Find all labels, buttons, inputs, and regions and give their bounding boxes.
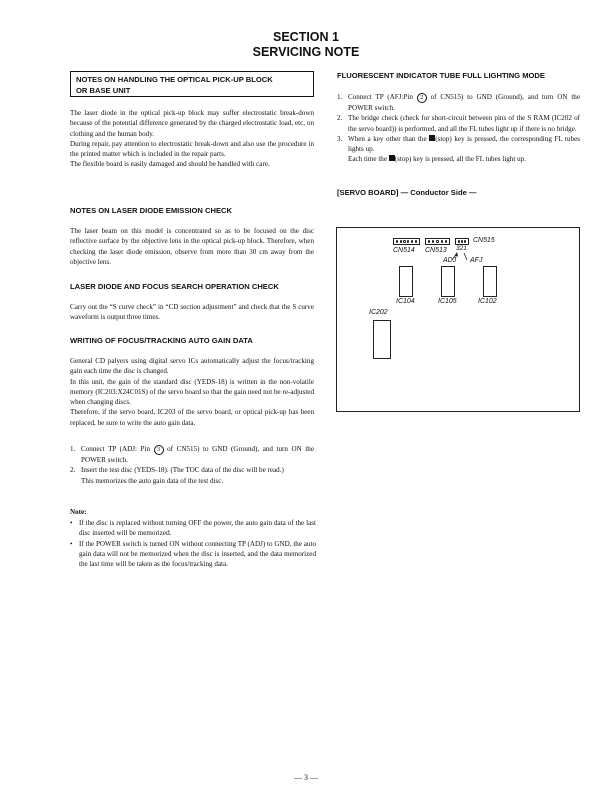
auto-gain-description bbox=[70, 356, 314, 428]
fl-step-2: 2. The bridge check (check for short-circuit between pins of the S RAM (IC202 of the servo board)) is performed, and all the FL tubes light up if there is no bridge. bbox=[337, 114, 580, 133]
label-ic105: IC105 bbox=[438, 298, 457, 305]
auto-gain-paragraph-2: In this unit, the gain of the standard disc (YEDS-18) is written in the non-volatile memory (IC203:X24C01S) of the servo board so that the gain need not be re-adjusted when changing discs. bbox=[70, 377, 314, 407]
optical-pickup-heading-line1: NOTES ON HANDLING THE OPTICAL PICK-UP BLOCK bbox=[76, 75, 273, 84]
label-cn515: CN515 bbox=[473, 237, 495, 244]
page-title: SERVICING NOTE bbox=[252, 45, 360, 59]
note-label: Note: bbox=[70, 508, 87, 516]
optical-pickup-heading-box bbox=[70, 71, 314, 97]
label-ic202: IC202 bbox=[369, 309, 388, 316]
fl-step-3-note: Each time the (stop) key is pressed, all the FL tubes light up. bbox=[348, 155, 526, 164]
laser-emission-paragraph: The laser beam on this model is concentrated so as to be focused on the disc reflective surface by the objective lens in the optical pick-up block. Therefore, when checking the laser diode emission, observe from more than 30 cm away from the objective lens. bbox=[70, 227, 314, 266]
chip-ic104 bbox=[399, 266, 413, 297]
fl-step-3: 3. When a key other than the (stop) key is pressed, the corresponding FL tubes lights up. Each time the (stop) key is pressed, all the FL tubes light up. bbox=[337, 134, 580, 164]
label-afj: AFJ bbox=[470, 257, 483, 264]
handling-paragraph-1: The laser diode in the optical pick-up block may suffer electrostatic break-down because of the potential difference generated by the charged electrostatic load, etc, on clothing and the human body. bbox=[70, 109, 314, 138]
note-item: • If the POWER switch is turned ON without connecting TP (ADJ) to GND, the auto gain data will not be memorized when the disc is inserted, and the data memorized the last time will be taken as the focus/tracking data. bbox=[70, 539, 316, 569]
afj-arrow bbox=[464, 253, 467, 260]
fl-tube-heading: FLUORESCENT INDICATOR TUBE FULL LIGHTING MODE bbox=[337, 71, 545, 80]
auto-gain-step-2-note: This memorizes the auto gain data of the test disc. bbox=[81, 476, 224, 485]
label-cn514: CN514 bbox=[393, 247, 415, 254]
laser-emission-heading: NOTES ON LASER DIODE EMISSION CHECK bbox=[70, 206, 233, 215]
fl-tube-steps bbox=[337, 92, 580, 165]
chip-ic105 bbox=[441, 266, 455, 297]
auto-gain-paragraph-1: General CD palyers using digital servo ICs automatically adjust the focus/tracking gain each time the disc is changed. bbox=[70, 357, 314, 376]
label-pins-321: 321 bbox=[456, 245, 467, 252]
fl-step-1: 1. Connect TP (AFJ:Pin 2 of CN515) to GND (Ground), and turn ON the POWER switch. bbox=[337, 93, 580, 112]
label-cn513: CN513 bbox=[425, 247, 447, 254]
handling-notes bbox=[70, 108, 314, 170]
label-adj: ADJ bbox=[443, 257, 457, 264]
chip-ic102 bbox=[483, 266, 497, 297]
auto-gain-step-1: 1. Connect TP (ADJ: Pin 3 of CN515) to GND (Ground), and turn ON the POWER switch. bbox=[70, 445, 314, 464]
focus-search-paragraph: Carry out the “S curve check” in “CD section adjustment” and check that the S curve waveform is output three times. bbox=[70, 303, 314, 322]
auto-gain-paragraph-3: Therefore, if the servo board, IC203 of the servo board, or optical pick-up has been replaced, be sure to write the auto gain data. bbox=[70, 408, 314, 427]
label-ic102: IC102 bbox=[478, 298, 497, 305]
handling-paragraph-3: The flexible board is easily damaged and should be handled with care. bbox=[70, 160, 270, 169]
optical-pickup-heading-line2: OR BASE UNIT bbox=[76, 85, 131, 95]
auto-gain-steps bbox=[70, 444, 314, 486]
label-ic104: IC104 bbox=[396, 298, 415, 305]
pin-number-circle: 3 bbox=[154, 445, 164, 455]
notes-list bbox=[70, 518, 316, 569]
auto-gain-step-2: 2. Insert the test disc (YEDS-18). (The TOC data of the disc will be read.) This memorizes the auto gain data of the test disc. bbox=[70, 465, 314, 486]
auto-gain-heading: WRITING OF FOCUS/TRACKING AUTO GAIN DATA bbox=[70, 336, 253, 345]
note-item: • If the disc is replaced without turning OFF the power, the auto gain data of the last disc inserted will be memorized. bbox=[70, 519, 316, 538]
handling-paragraph-2: During repair, pay attention to electrostatic break-down and also use the procedure in the printed matter which is included in the repair parts. bbox=[70, 139, 314, 159]
section-number: SECTION 1 bbox=[273, 30, 339, 44]
servo-board-heading: [SERVO BOARD] — Conductor Side — bbox=[337, 188, 477, 197]
pin-number-circle: 2 bbox=[417, 93, 427, 103]
adj-arrow-head bbox=[455, 252, 459, 257]
focus-search-heading: LASER DIODE AND FOCUS SEARCH OPERATION CHECK bbox=[70, 282, 279, 291]
servo-board-diagram bbox=[336, 227, 580, 412]
page-number: — 3 — bbox=[294, 773, 318, 782]
chip-ic202 bbox=[373, 320, 391, 359]
